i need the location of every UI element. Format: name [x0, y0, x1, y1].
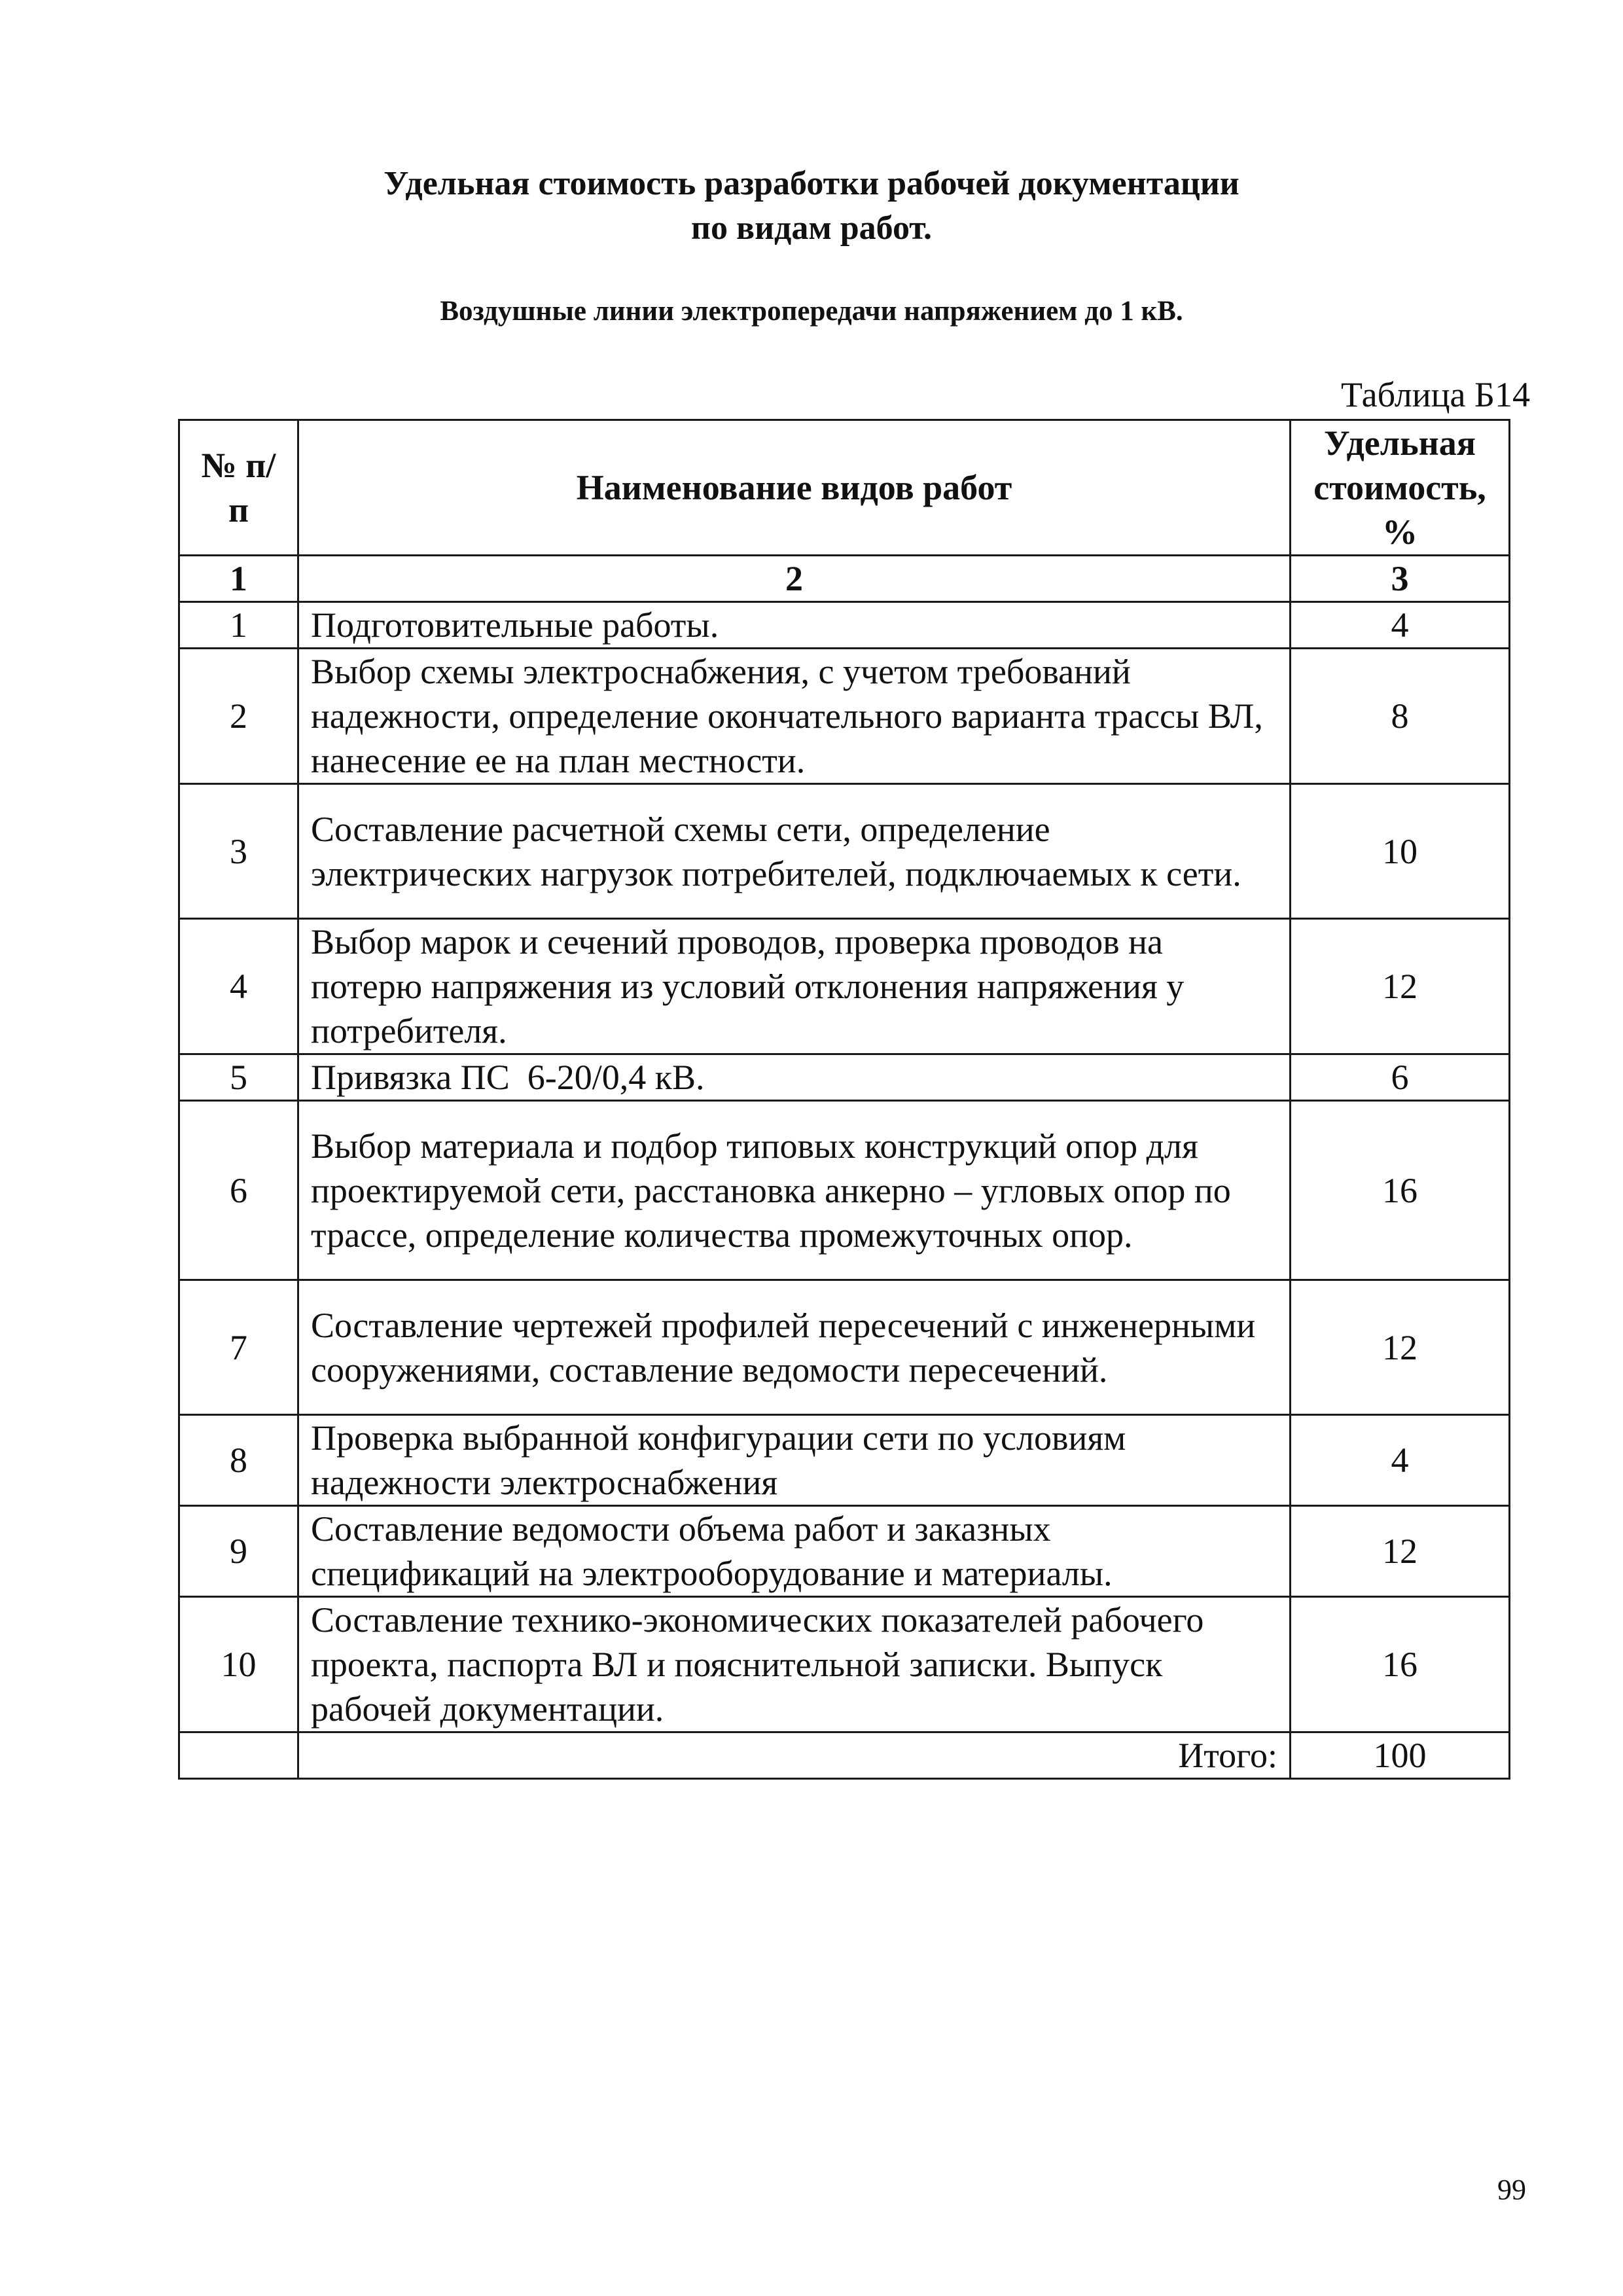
table-row — [179, 919, 1510, 1054]
document-title: Удельная стоимость разработки рабочей документации — [383, 165, 1240, 202]
page-number: 99 — [1497, 2174, 1526, 2206]
row-num: 4 — [179, 919, 298, 1054]
table-row — [179, 1506, 1510, 1597]
row-name: Проверка выбранной конфигурации сети по условиям надежности электроснабжения — [298, 1415, 1291, 1506]
table-header-row — [179, 420, 1510, 556]
header-cost: Удельная стоимость, % — [1291, 420, 1510, 556]
table-row — [179, 649, 1510, 784]
row-cost: 4 — [1291, 602, 1510, 649]
table-row — [179, 784, 1510, 919]
row-num: 7 — [179, 1280, 298, 1415]
row-name: Составление ведомости объема работ и заказных спецификаций на электрооборудование и материалы. — [298, 1506, 1291, 1597]
table-row — [179, 1054, 1510, 1101]
row-name: Выбор материала и подбор типовых конструкций опор для проектируемой сети, расстановка анкерно – угловых опор по трассе, определение количества промежуточных опор. — [298, 1101, 1291, 1280]
header-name: Наименование видов работ — [298, 420, 1291, 556]
row-cost: 4 — [1291, 1415, 1510, 1506]
row-cost: 12 — [1291, 1280, 1510, 1415]
total-value: 100 — [1291, 1732, 1510, 1779]
row-name: Составление чертежей профилей пересечений с инженерными сооружениями, составление ведомости пересечений. — [298, 1280, 1291, 1415]
table-row — [179, 1280, 1510, 1415]
header-num: № п/п — [179, 420, 298, 556]
total-row — [179, 1732, 1510, 1779]
row-cost: 10 — [1291, 784, 1510, 919]
table-row — [179, 602, 1510, 649]
table-row — [179, 1415, 1510, 1506]
table-label: Таблица Б14 — [1341, 375, 1530, 414]
document-title-line2: по видам работ. — [691, 209, 932, 247]
column-numbers-row — [179, 556, 1510, 602]
table-row — [179, 1597, 1510, 1732]
row-cost: 8 — [1291, 649, 1510, 784]
column-number: 1 — [179, 556, 298, 602]
column-number: 2 — [298, 556, 1291, 602]
row-num: 3 — [179, 784, 298, 919]
table-row — [179, 1101, 1510, 1280]
row-num: 1 — [179, 602, 298, 649]
row-cost: 12 — [1291, 919, 1510, 1054]
row-name: Привязка ПС 6-20/0,4 кВ. — [298, 1054, 1291, 1101]
row-cost: 12 — [1291, 1506, 1510, 1597]
total-empty-cell — [179, 1732, 298, 1779]
cost-table — [178, 419, 1510, 1780]
column-number: 3 — [1291, 556, 1510, 602]
row-name: Выбор марок и сечений проводов, проверка проводов на потерю напряжения из условий отклонения напряжения у потребителя. — [298, 919, 1291, 1054]
row-cost: 16 — [1291, 1597, 1510, 1732]
row-num: 10 — [179, 1597, 298, 1732]
row-num: 8 — [179, 1415, 298, 1506]
row-name: Выбор схемы электроснабжения, с учетом требований надежности, определение окончательного варианта трассы ВЛ, нанесение ее на план местности. — [298, 649, 1291, 784]
row-name: Составление технико-экономических показателей рабочего проекта, паспорта ВЛ и пояснительной записки. Выпуск рабочей документации. — [298, 1597, 1291, 1732]
total-label: Итого: — [298, 1732, 1291, 1779]
row-cost: 16 — [1291, 1101, 1510, 1280]
row-num: 2 — [179, 649, 298, 784]
row-cost: 6 — [1291, 1054, 1510, 1101]
row-num: 5 — [179, 1054, 298, 1101]
row-name: Составление расчетной схемы сети, определение электрических нагрузок потребителей, подключаемых к сети. — [298, 784, 1291, 919]
row-num: 9 — [179, 1506, 298, 1597]
document-subtitle: Воздушные линии электропередачи напряжением до 1 кВ. — [440, 296, 1183, 327]
row-name: Подготовительные работы. — [298, 602, 1291, 649]
row-num: 6 — [179, 1101, 298, 1280]
